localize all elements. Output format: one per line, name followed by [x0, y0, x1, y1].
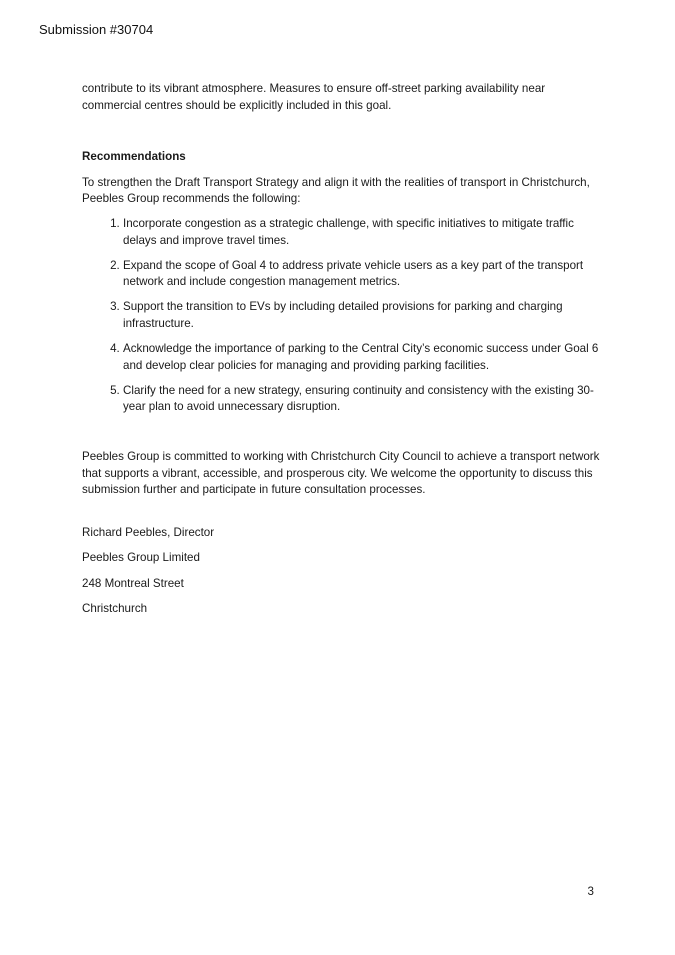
signature-block [82, 525, 602, 618]
list-item: 5. Clarify the need for a new strategy, ensuring continuity and consistency with the existing 30-year plan to avoid unnecessary disruption. [123, 383, 602, 416]
company-name: Peebles Group Limited [82, 551, 200, 565]
document-body [82, 81, 602, 627]
intro-paragraph: contribute to its vibrant atmosphere. Measures to ensure off-street parking availability near commercial centres should be explicitly included in this goal. [82, 82, 546, 112]
list-item: 1. Incorporate congestion as a strategic challenge, with specific initiatives to mitigate traffic delays and improve travel times. [123, 216, 602, 249]
list-item: 3. Support the transition to EVs by including detailed provisions for parking and charging infrastructure. [123, 299, 602, 332]
page-number: 3 [587, 885, 594, 898]
submission-header: Submission #30704 [39, 22, 154, 37]
recommendations-lead: To strengthen the Draft Transport Strategy and align it with the realities of transport in Christchurch, Peebles Group recommends the following: [82, 175, 590, 206]
closing-paragraph: Peebles Group is committed to working with Christchurch City Council to achieve a transport network that supports a vibrant, accessible, and prosperous city. We welcome the opportunity to discuss this submission further and participate in future consultation processes. [82, 449, 600, 497]
recommendations-heading: Recommendations [82, 150, 186, 164]
signatory-name: Richard Peebles, Director [82, 525, 215, 539]
list-item: 2. Expand the scope of Goal 4 to address private vehicle users as a key part of the transport network and include congestion management metrics. [123, 258, 602, 291]
recommendations-list [82, 216, 602, 416]
street-address: 248 Montreal Street [82, 576, 184, 590]
city: Christchurch [82, 602, 148, 616]
list-item: 4. Acknowledge the importance of parking to the Central City’s economic success under Goal 6 and develop clear policies for managing and providing parking facilities. [123, 341, 602, 374]
